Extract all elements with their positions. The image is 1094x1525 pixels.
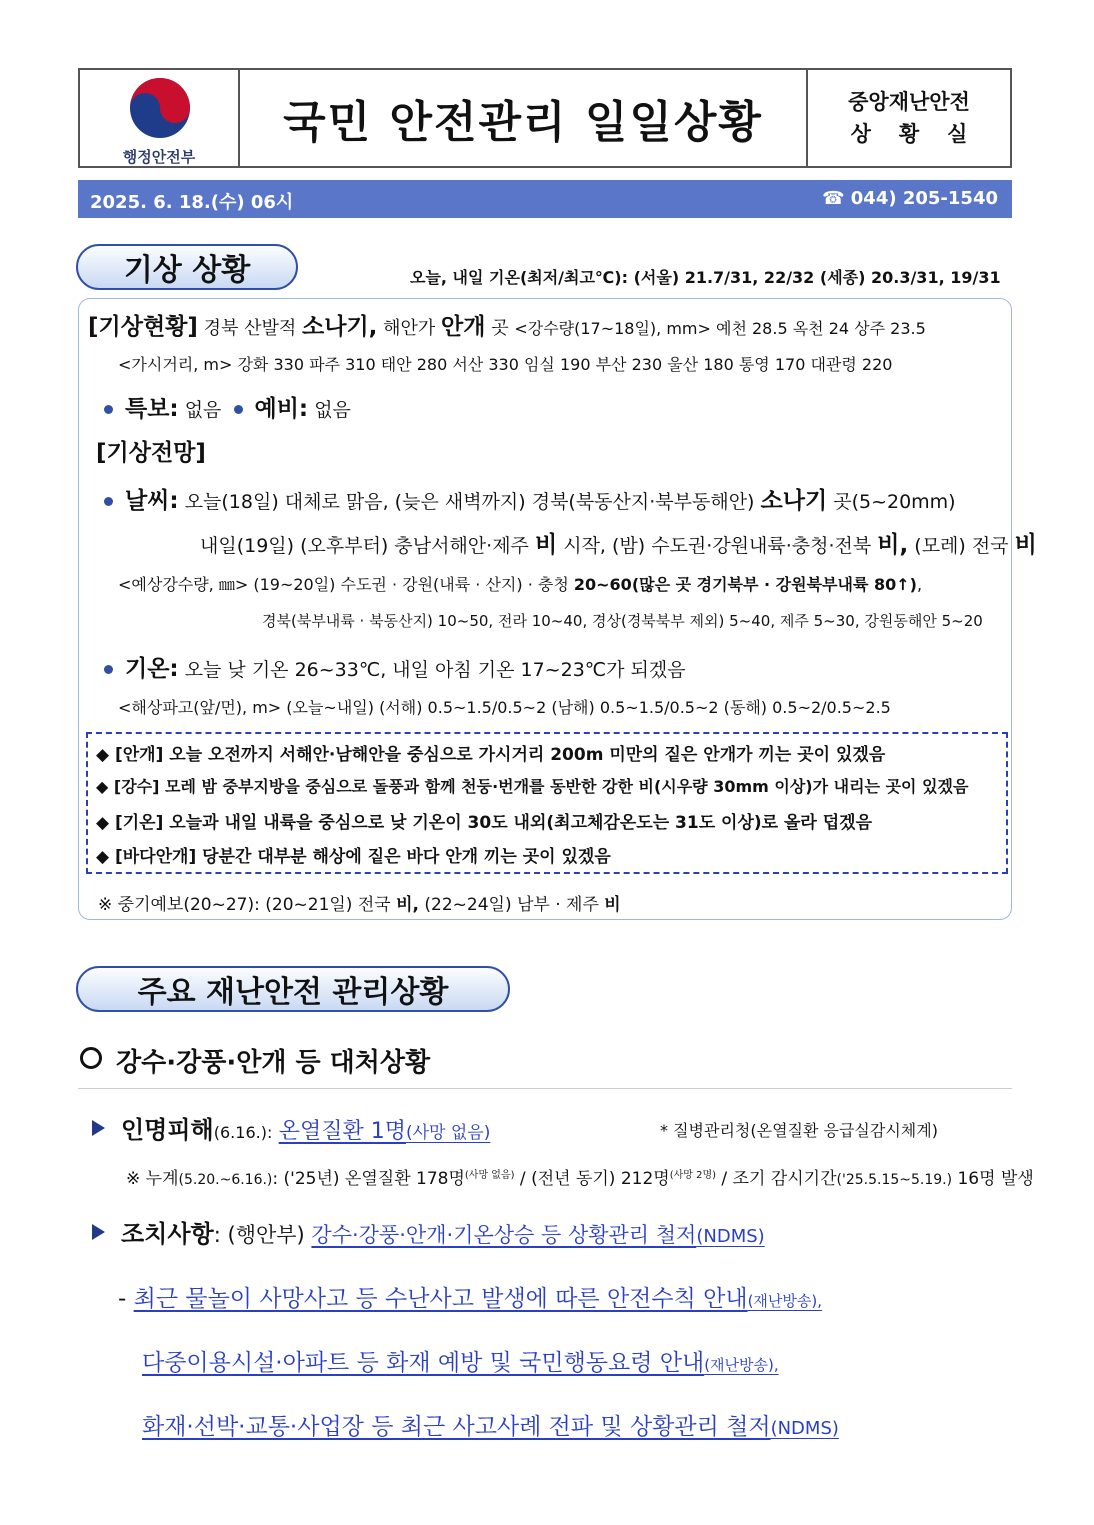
weather-forecast-line1 [104,482,956,515]
action-item-tag: (재난방송), [704,1356,779,1374]
triangle-bullet-icon [92,1120,105,1136]
temperature-text: 오늘 낮 기온 26~33℃, 내일 아침 기온 17~23℃가 되겠음 [184,659,686,681]
action-item-text: 최근 물놀이 사망사고 등 수난사고 발생에 따른 안전수칙 안내 [133,1286,748,1312]
weather-alert-box [86,732,1008,874]
action-item-text: 다중이용시설·아파트 등 화재 예방 및 국민행동요령 안내 [142,1350,705,1376]
cumulative-period: (5.20.~6.16.) [178,1172,273,1188]
alert-item: ◆ [기온] 오늘과 내일 내륙을 중심으로 낮 기온이 30도 내외(최고체감온도는 31도 이상)로 올라 덥겠음 [96,813,873,833]
forecast-text: 오늘(18일) 대체로 맑음, (늦은 새벽까지) 경북(북동산지·북부동해안) [184,491,761,513]
action-item-1 [118,1280,822,1313]
forecast-text: 내일(19일) (오후부터) 충남서해안·제주 [200,535,535,557]
action-text: 강수·강풍·안개·기온상승 등 상황관리 철저 [311,1223,697,1247]
bullet-icon [104,665,113,674]
cumulative-text: ※ 누계 [126,1169,179,1189]
temperature-label: 기온: [125,656,179,682]
disaster-heading: 주요 재난안전 관리상황 [76,966,510,1012]
taegeuk-logo-icon [128,76,192,140]
bullet-icon [104,497,113,506]
temperature-forecast [104,650,686,683]
weather-forecast-line2 [200,526,1037,559]
action-item-2 [142,1344,779,1377]
casualty-label: 인명피해 [121,1115,214,1144]
action-line [92,1214,765,1249]
prewarning-value: 없음 [314,399,351,421]
sub-heading-text: 강수·강풍·안개 등 대처상황 [116,1048,431,1078]
prewarning-label: 예비: [254,396,309,422]
alert-item: ◆ [안개] 오늘 오전까지 서해안·남해안을 중심으로 가시거리 200m 미만의 짙은 안개가 끼는 곳이 있겠음 [96,745,886,765]
forecast-bold: 비 [1014,532,1037,558]
dash-bullet: - [118,1286,127,1312]
triangle-bullet-icon [92,1224,105,1240]
contact-phone: ☎ 044) 205-1540 [822,188,998,209]
current-bold: 소나기, [302,314,378,340]
weather-label: 날씨: [125,488,179,514]
report-date: 2025. 6. 18.(수) 06시 [90,192,294,213]
cumulative-text: : ('25년) 온열질환 178명 [272,1169,465,1189]
bullet-icon [104,405,113,414]
casualty-line [92,1110,490,1145]
warning-label: 특보: [125,396,179,422]
org-name [808,70,1010,166]
forecast-label: [기상전망] [96,440,206,466]
action-org: : (행안부) [213,1223,312,1247]
midterm-bold: 비, [396,895,419,915]
weather-heading: 기상 상황 [76,244,298,290]
divider [78,1088,1012,1089]
visibility-line: <가시거리, m> 강화 330 파주 310 태안 280 서산 330 임실 190 부산 230 울산 180 통영 170 대관령 220 [118,355,893,374]
expected-rain-bold: 20~60(많은 곳 경기북부 · 강원북부내륙 80↑) [573,575,917,594]
cumulative-text: / (전년 동기) 212명 [514,1169,670,1189]
document-header [78,68,1012,168]
casualty-note: (사망 없음) [405,1123,491,1143]
current-weather-line [88,308,926,341]
alert-item: ◆ [바다안개] 당분간 대부분 해상에 짙은 바다 안개 끼는 곳이 있겠음 [96,847,611,867]
expected-rain-line1 [118,572,922,595]
alert-item: ◆ [강수] 모레 밤 중부지방을 중심으로 돌풍과 함께 천둥·번개를 동반한 강한 비(시우량 30mm 이상)가 내리는 곳이 있겠음 [96,777,969,796]
current-label: [기상현황] [88,314,198,340]
midterm-forecast [98,890,621,915]
expected-rain-text: <예상강수량, ㎜> (19~20일) 수도권 · 강원(내륙 · 산지) · 충청 [118,575,574,594]
forecast-text: (모레) 전국 [908,535,1015,557]
cumulative-note: (사망 없음) [464,1170,515,1181]
current-text: 경북 산발적 [203,318,303,339]
org-line-1: 중앙재난안전 [848,90,970,114]
logo-text: 행정안전부 [122,148,196,166]
current-bold: 안개 [441,314,486,340]
forecast-text: 곳(5~20mm) [827,491,956,513]
action-item-3 [142,1408,839,1441]
casualty-source: * 질병관리청(온열질환 응급실감시체계) [660,1121,938,1140]
circle-bullet-icon [80,1047,102,1069]
action-item-tag: (NDMS) [770,1418,839,1439]
rainfall-line: <강수량(17~18일), mm> 예천 28.5 옥천 24 상주 23.5 [514,319,926,338]
cumulative-text: / 조기 감시기간 [716,1169,837,1189]
forecast-bold: 소나기 [760,488,828,514]
forecast-bold: 비 [534,532,558,558]
wave-line: <해상파고(앞/먼), m> (오늘~내일) (서해) 0.5~1.5/0.5~2 (남해) 0.5~1.5/0.5~2 (동해) 0.5~2/0.5~2.5 [118,698,891,717]
action-item-tag: (재난방송), [747,1292,823,1310]
casualty-date: (6.16.): [213,1123,273,1142]
temperature-summary: 오늘, 내일 기온(최저/최고℃): (서울) 21.7/31, 22/32 (세종) 20.3/31, 19/31 [410,268,1001,287]
cumulative-line [126,1164,1034,1189]
midterm-text: (22~24일) 남부 · 제주 [418,895,605,915]
cumulative-period: ('25.5.15~5.19.) [836,1172,953,1188]
action-tag: (NDMS) [696,1226,765,1247]
midterm-text: ※ 중기예보(20~27): (20~21일) 전국 [98,895,397,915]
current-text: 곳 [485,318,515,339]
expected-rain-text: , [916,575,923,594]
bullet-icon [234,405,243,414]
sub-heading [80,1042,430,1079]
action-item-text: 화재·선박·교통·사업장 등 최근 사고사례 전파 및 상황관리 철저 [142,1414,771,1440]
midterm-bold: 비 [604,895,621,915]
current-text: 해안가 [377,318,442,339]
org-line-2: 상황실 [850,122,996,146]
warning-value: 없음 [184,399,222,421]
expected-rain-line2: 경북(북부내륙 · 북동산지) 10~50, 전라 10~40, 경상(경북북부 제외) 5~40, 제주 5~30, 강원동해안 5~20 [262,612,983,630]
warning-line [104,390,351,423]
page-title: 국민 안전관리 일일상황 [240,70,808,166]
cumulative-text: 16명 발생 [952,1169,1034,1189]
forecast-text: 시작, (밤) 수도권·강원내륙·충청·전북 [557,535,878,557]
casualty-value: 온열질환 1명 [278,1119,406,1144]
forecast-bold: 비, [877,532,909,558]
date-bar [78,180,1012,218]
cumulative-note: (사망 2명) [669,1170,717,1181]
action-label: 조치사항 [121,1220,214,1248]
logo-cell [80,70,240,166]
